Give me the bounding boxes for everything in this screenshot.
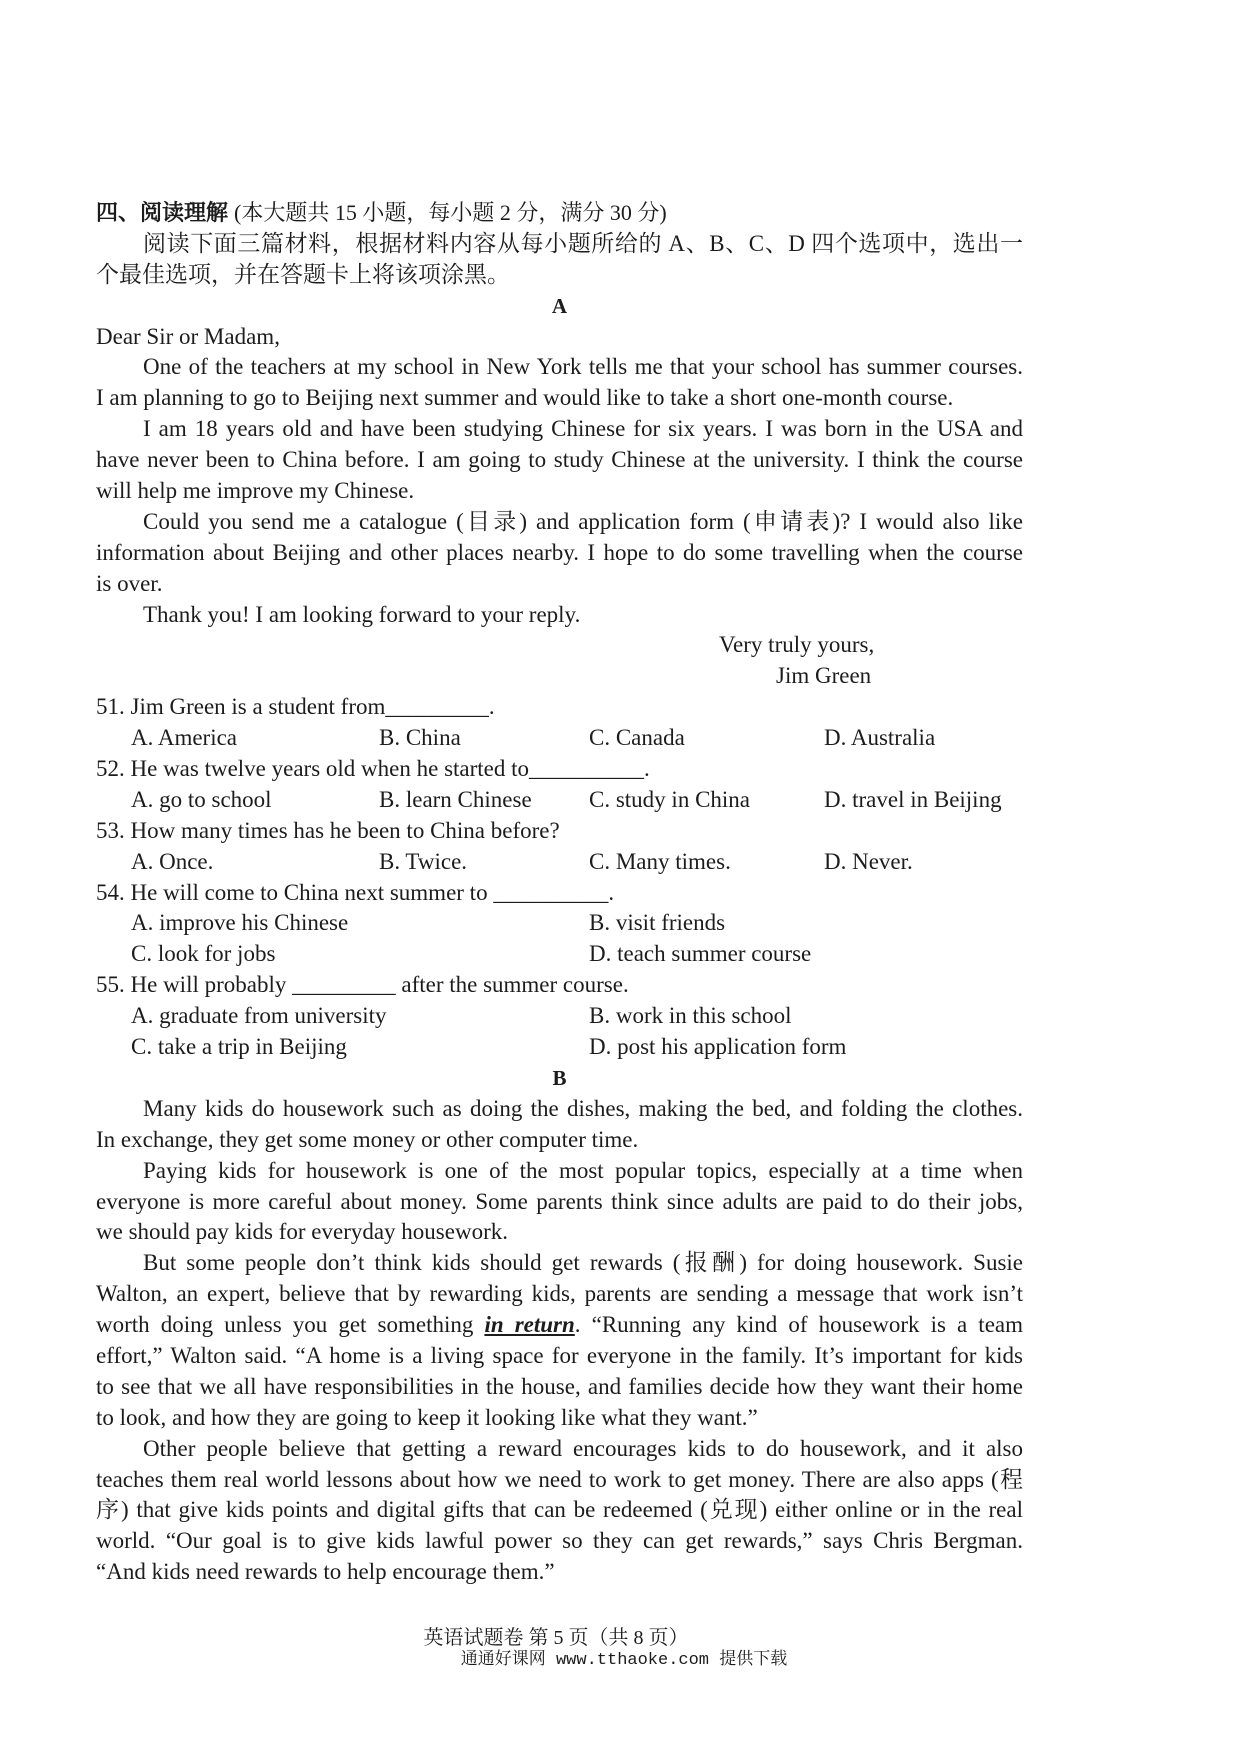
option-b: B. Twice. — [379, 848, 468, 874]
paragraph-line: information about Beijing and other places nearby. I hope to do some travelling when the course — [96, 539, 1023, 565]
paragraph-line: I am 18 years old and have been studying Chinese for six years. I was born in the USA and — [143, 416, 1023, 442]
question-options — [96, 723, 1023, 754]
paragraph-line: One of the teachers at my school in New York tells me that your school has summer courses. — [143, 354, 1023, 380]
option-b: B. China — [379, 725, 461, 751]
paragraph-line: Other people believe that getting a reward encourages kids to do housework, and it also — [143, 1435, 1023, 1461]
line-text-before: worth doing unless you get something — [96, 1312, 485, 1338]
paragraph-line: Walton, an expert, believe that by rewarding kids, parents are sending a message that work isn’t — [96, 1281, 1023, 1307]
paragraph-line: have never been to China before. I am going to study Chinese at the university. I think the course — [96, 447, 1023, 473]
section-scoring-note: (本大题共 15 小题，每小题 2 分，满分 30 分) — [234, 200, 667, 225]
question-stem: 55. He will probably _________ after the summer course. — [96, 972, 629, 998]
paragraph-line: we should pay kids for everyday housework. — [96, 1219, 508, 1245]
question-options — [96, 1001, 1023, 1032]
option-b: B. visit friends — [589, 910, 726, 936]
letter-salutation: Dear Sir or Madam, — [96, 323, 280, 349]
passage-a-label: A — [551, 293, 568, 318]
instructions-line: 个最佳选项，并在答题卡上将该项涂黑。 — [96, 261, 510, 287]
section-title: 四、阅读理解 — [96, 200, 229, 225]
option-d: D. teach summer course — [589, 941, 812, 967]
paragraph-line: Thank you! I am looking forward to your reply. — [143, 601, 581, 627]
question-stem: 53. How many times has he been to China before? — [96, 817, 560, 843]
paragraph-line: I am planning to go to Beijing next summer and would like to take a short one-month course. — [96, 385, 954, 411]
paragraph-line: “And kids need rewards to help encourage them.” — [96, 1559, 555, 1585]
page-footer: 英语试题卷 第 5 页（共 8 页） — [423, 1627, 689, 1649]
exam-page-content — [96, 198, 1023, 1588]
paragraph-line: 序) that give kids points and digital gifts that can be redeemed (兑现) either online or in the real — [96, 1497, 1023, 1523]
option-d: D. Australia — [824, 725, 936, 751]
option-c: C. Canada — [589, 725, 685, 751]
paragraph-line: will help me improve my Chinese. — [96, 478, 415, 504]
option-a: A. Once. — [131, 848, 214, 874]
question-options — [96, 847, 1023, 878]
question-stem: 51. Jim Green is a student from_________. — [96, 694, 495, 720]
question-options — [96, 908, 1023, 939]
passage-b-label: B — [552, 1065, 567, 1090]
paragraph-line: to see that we all have responsibilities in the house, and families decide how they want their home — [96, 1373, 1023, 1399]
option-c: C. study in China — [589, 786, 751, 812]
question-options — [96, 939, 1023, 970]
paragraph-line: teaches them real world lessons about how we need to work to get money. There are also apps (程 — [96, 1466, 1023, 1492]
paragraph-line: world. “Our goal is to give kids lawful power so they can get rewards,” says Chris Bergman. — [96, 1528, 1023, 1554]
emphasized-phrase: in return — [484, 1312, 575, 1338]
option-c: C. take a trip in Beijing — [131, 1034, 347, 1060]
instructions-line: 阅读下面三篇材料，根据材料内容从每小题所给的 A、B、C、D 四个选项中，选出一 — [143, 230, 1023, 256]
paragraph-line: Many kids do housework such as doing the dishes, making the bed, and folding the clothes. — [143, 1095, 1023, 1121]
option-d: D. post his application form — [589, 1034, 847, 1060]
option-b: B. work in this school — [589, 1003, 792, 1029]
paragraph-line: effort,” Walton said. “A home is a living space for everyone in the family. It’s important for kids — [96, 1342, 1023, 1368]
paragraph-line — [96, 1310, 1023, 1341]
section-header — [96, 198, 1023, 229]
option-c: C. look for jobs — [131, 941, 276, 967]
letter-signature: Jim Green — [776, 663, 872, 689]
download-watermark: 通通好课网 www.tthaoke.com 提供下载 — [460, 1651, 788, 1670]
option-b: B. learn Chinese — [379, 786, 532, 812]
paragraph-line: In exchange, they get some money or other computer time. — [96, 1126, 639, 1152]
paragraph-line: to look, and how they are going to keep it looking like what they want.” — [96, 1404, 758, 1430]
paragraph-line: Could you send me a catalogue (目录) and application form (申请表)? I would also like — [143, 508, 1023, 534]
paragraph-line: everyone is more careful about money. Some parents think since adults are paid to do their jobs, — [96, 1188, 1023, 1214]
paragraph-line: is over. — [96, 570, 163, 596]
option-a: A. improve his Chinese — [131, 910, 349, 936]
question-options — [96, 1032, 1023, 1063]
line-text-after: . “Running any kind of housework is a team — [574, 1312, 1024, 1338]
question-stem: 52. He was twelve years old when he started to__________. — [96, 756, 650, 782]
option-a: A. graduate from university — [131, 1003, 387, 1029]
question-stem: 54. He will come to China next summer to __________. — [96, 879, 615, 905]
letter-closing: Very truly yours, — [719, 632, 875, 658]
option-d: D. Never. — [824, 848, 913, 874]
paragraph-line: But some people don’t think kids should get rewards (报酬) for doing housework. Susie — [143, 1250, 1023, 1276]
paragraph-line: Paying kids for housework is one of the most popular topics, especially at a time when — [143, 1157, 1023, 1183]
option-d: D. travel in Beijing — [824, 786, 1002, 812]
option-c: C. Many times. — [589, 848, 731, 874]
option-a: A. America — [131, 725, 238, 751]
option-a: A. go to school — [131, 786, 272, 812]
question-options — [96, 785, 1023, 816]
